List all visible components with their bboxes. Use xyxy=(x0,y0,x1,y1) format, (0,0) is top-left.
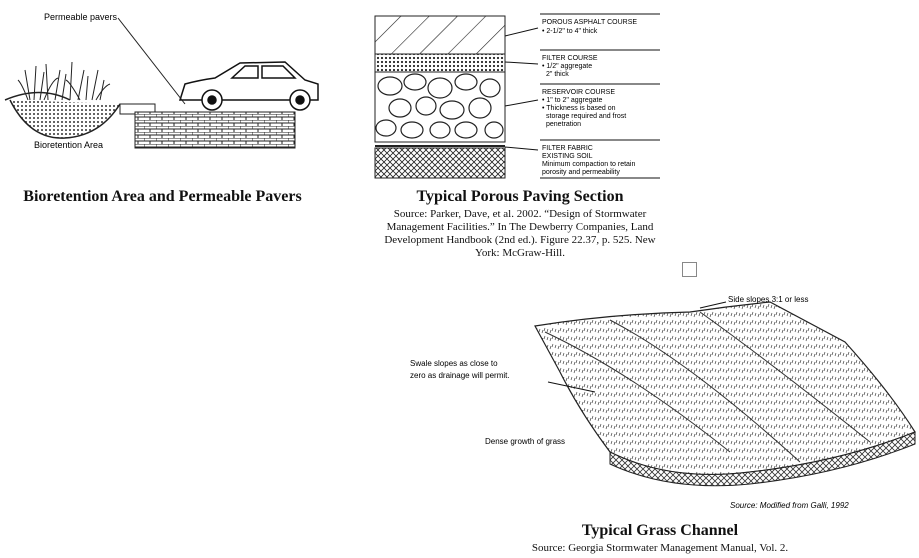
reservoir-detail4: penetration xyxy=(546,121,582,128)
bioretention-panel xyxy=(0,0,330,230)
source-line-4: York: McGraw-Hill. xyxy=(475,247,565,259)
filter-detail2: 2" thick xyxy=(546,71,569,78)
porous-paving-source xyxy=(380,208,660,260)
reservoir-detail3: storage required and frost xyxy=(546,113,627,120)
filter-name: FILTER COURSE xyxy=(542,55,598,62)
source-line-1: Source: Parker, Dave, et al. 2002. “Design of Stormwater xyxy=(393,208,647,220)
dense-grass-label: Dense growth of grass xyxy=(485,437,566,446)
soil-detail2: porosity and permeability xyxy=(542,169,620,176)
reservoir-detail: • 1" to 2" aggregate xyxy=(542,97,603,104)
porous-paving-diagram xyxy=(360,0,680,185)
grass-channel-panel xyxy=(370,262,919,558)
bioretention-title: Bioretention Area and Permeable Pavers xyxy=(23,188,302,205)
source-line-2: Management Facilities.” In The Dewberry Companies, Land xyxy=(386,221,654,233)
asphalt-detail: • 2-1/2" to 4" thick xyxy=(542,28,598,35)
bioretention-diagram xyxy=(0,0,330,185)
porous-paving-panel xyxy=(360,0,680,265)
bioretention-area-label: Bioretention Area xyxy=(34,140,104,150)
grass-channel-source: Source: Georgia Stormwater Management Manual, Vol. 2. xyxy=(531,542,789,554)
grass-source-label: Source: Modified from Galli, 1992 xyxy=(730,501,849,510)
reservoir-name: RESERVOIR COURSE xyxy=(542,89,615,96)
source-line-3: Development Handbook (2nd ed.). Figure 22.37, p. 525. New xyxy=(384,234,656,246)
grass-channel-title: Typical Grass Channel xyxy=(581,522,739,539)
soil-detail: Minimum compaction to retain xyxy=(542,161,636,168)
fabric-name: FILTER FABRIC xyxy=(542,145,593,152)
grass-channel-diagram xyxy=(370,262,919,520)
reservoir-detail2: • Thickness is based on xyxy=(542,105,616,112)
porous-paving-title: Typical Porous Paving Section xyxy=(416,188,624,205)
side-slopes-label: Side slopes 3:1 or less xyxy=(728,295,809,304)
asphalt-name: POROUS ASPHALT COURSE xyxy=(542,19,638,26)
swale-label-2: zero as drainage will permit. xyxy=(410,371,510,380)
pavers-label: Permeable pavers xyxy=(44,12,118,22)
soil-name: EXISTING SOIL xyxy=(542,153,593,160)
filter-detail: • 1/2" aggregate xyxy=(542,63,593,70)
swale-label-1: Swale slopes as close to xyxy=(410,359,498,368)
